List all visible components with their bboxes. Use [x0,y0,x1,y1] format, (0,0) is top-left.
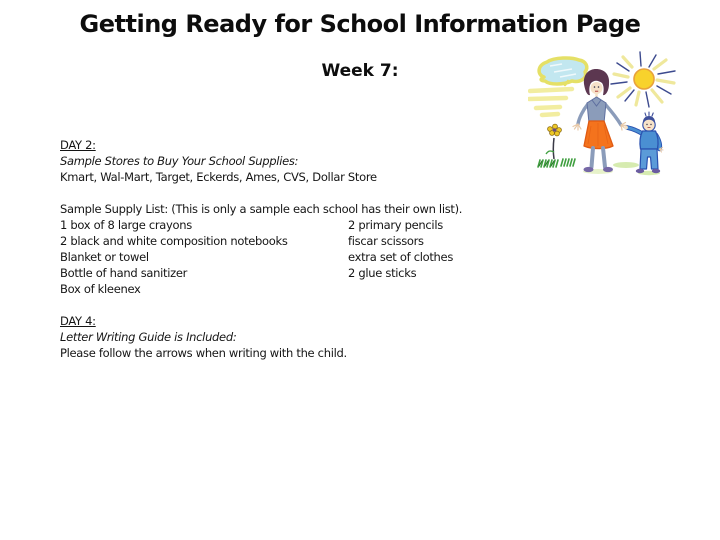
week-subtitle: Week 7: [321,61,399,81]
supply-item-left: Box of kleenex [60,282,141,296]
day2-stores: Kmart, Wal-Mart, Target, Eckerds, Ames, CVS, Dollar Store [60,170,377,184]
supply-list-heading: Sample Supply List: (This is only a sample each school has their own list). [60,202,463,216]
day4-note: Please follow the arrows when writing with the child. [60,346,347,360]
page-title: Getting Ready for School Information Page [79,10,641,38]
slide-body [60,137,680,361]
day2-heading: DAY 2: [60,138,96,152]
sun-streaks-icon [529,89,572,115]
spacer [60,185,680,201]
day4-heading: DAY 4: [60,314,96,328]
supply-item-left: 2 black and white composition notebooks [60,234,288,248]
supply-row [60,281,680,297]
supply-item-left: Bottle of hand sanitizer [60,266,188,280]
supply-item-left: 1 box of 8 large crayons [60,218,192,232]
supply-row [60,233,680,249]
supply-row [60,217,680,233]
day4-subheading: Letter Writing Guide is Included: [60,330,237,344]
supply-row [60,249,680,265]
sun-icon [611,52,675,107]
supply-row [60,265,680,281]
supply-item-right: 2 glue sticks [348,266,417,280]
supply-item-right: 2 primary pencils [348,218,443,232]
cloud-icon [539,58,587,85]
supply-item-right: extra set of clothes [348,250,454,264]
supply-item-right: fiscar scissors [348,234,424,248]
spacer [60,297,680,313]
supply-item-left: Blanket or towel [60,250,149,264]
day2-subheading: Sample Stores to Buy Your School Supplies: [60,154,299,168]
